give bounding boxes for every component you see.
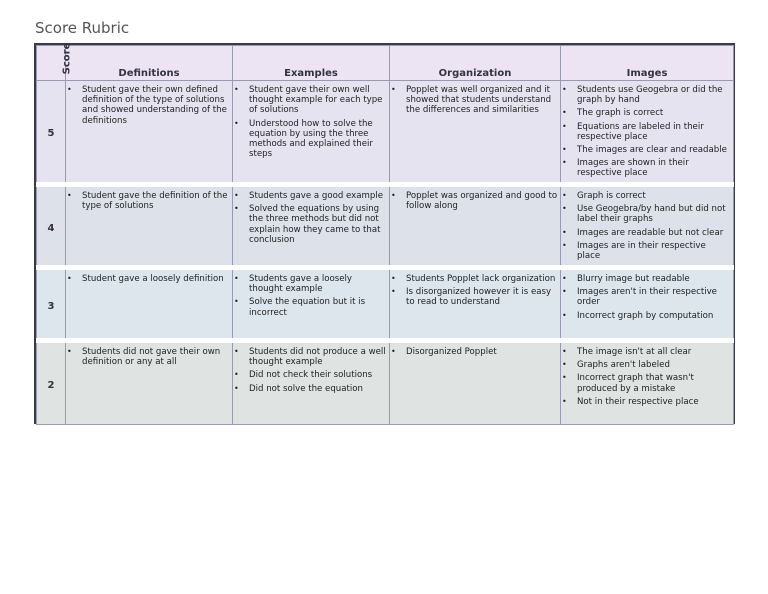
organization-list bbox=[390, 274, 560, 308]
list-item: • Images are shown in their respective place bbox=[561, 158, 733, 178]
examples-cell bbox=[233, 81, 390, 185]
list-item: • Is disorganized however it is easy to read to understand bbox=[390, 287, 560, 307]
organization-cell bbox=[390, 81, 561, 185]
images-cell bbox=[561, 81, 734, 185]
list-item: • Did not check their solutions bbox=[233, 370, 389, 380]
header-score-label: Score bbox=[61, 42, 73, 75]
header-score bbox=[37, 42, 73, 81]
table-row bbox=[37, 268, 734, 341]
score-cell: 3 bbox=[37, 268, 66, 341]
table-row bbox=[37, 81, 734, 185]
definitions-cell bbox=[66, 268, 233, 341]
organization-list bbox=[390, 191, 560, 211]
list-item: • Images aren't in their respective order bbox=[561, 287, 733, 307]
images-list bbox=[561, 191, 733, 261]
score-cell: 5 bbox=[37, 81, 66, 185]
list-item: • Graph is correct bbox=[561, 191, 733, 201]
list-item: • Students Popplet lack organization bbox=[390, 274, 560, 284]
organization-list bbox=[390, 85, 560, 116]
examples-cell bbox=[233, 341, 390, 425]
header-organization: Organization bbox=[390, 46, 561, 81]
examples-list bbox=[233, 347, 389, 394]
images-list bbox=[561, 274, 733, 321]
header-definitions: Definitions bbox=[66, 46, 233, 81]
list-item: • Student gave a loosely definition bbox=[66, 274, 232, 284]
score-cell: 4 bbox=[37, 185, 66, 268]
list-item: • Graphs aren't labeled bbox=[561, 360, 733, 370]
list-item: • Students did not produce a well thought example bbox=[233, 347, 389, 367]
list-item: • Images are in their respective place bbox=[561, 241, 733, 261]
images-cell bbox=[561, 341, 734, 425]
list-item: • The graph is correct bbox=[561, 108, 733, 118]
definitions-cell bbox=[66, 341, 233, 425]
header-images: Images bbox=[561, 46, 734, 81]
definitions-list bbox=[66, 274, 232, 284]
images-cell bbox=[561, 268, 734, 341]
list-item: • Student gave their own well thought example for each type of solutions bbox=[233, 85, 389, 116]
table-row bbox=[37, 185, 734, 268]
definitions-cell bbox=[66, 185, 233, 268]
definitions-list bbox=[66, 347, 232, 367]
examples-cell bbox=[233, 268, 390, 341]
organization-list bbox=[390, 347, 560, 357]
list-item: • Students use Geogebra or did the graph by hand bbox=[561, 85, 733, 105]
list-item: • Images are readable but not clear bbox=[561, 228, 733, 238]
list-item: • Students gave a good example bbox=[233, 191, 389, 201]
list-item: • Student gave the definition of the type of solutions bbox=[66, 191, 232, 211]
definitions-list bbox=[66, 191, 232, 211]
list-item: • Equations are labeled in their respective place bbox=[561, 122, 733, 142]
list-item: • Incorrect graph that wasn't produced by a mistake bbox=[561, 373, 733, 393]
table-row bbox=[37, 341, 734, 425]
header-examples: Examples bbox=[233, 46, 390, 81]
organization-cell bbox=[390, 341, 561, 425]
list-item: • Student gave their own defined definition of the type of solutions and showed understanding of the definitions bbox=[66, 85, 232, 126]
examples-list bbox=[233, 274, 389, 318]
page-title: Score Rubric bbox=[35, 19, 130, 37]
images-list bbox=[561, 85, 733, 179]
examples-list bbox=[233, 191, 389, 245]
list-item: • Incorrect graph by computation bbox=[561, 311, 733, 321]
list-item: • Blurry image but readable bbox=[561, 274, 733, 284]
list-item: • Not in their respective place bbox=[561, 397, 733, 407]
organization-cell bbox=[390, 268, 561, 341]
list-item: • Did not solve the equation bbox=[233, 384, 389, 394]
examples-list bbox=[233, 85, 389, 159]
images-list bbox=[561, 347, 733, 407]
examples-cell bbox=[233, 185, 390, 268]
definitions-cell bbox=[66, 81, 233, 185]
list-item: • Students did not gave their own definition or any at all bbox=[66, 347, 232, 367]
list-item: • Solve the equation but it is incorrect bbox=[233, 297, 389, 317]
definitions-list bbox=[66, 85, 232, 126]
list-item: • Understood how to solve the equation by using the three methods and explained their steps bbox=[233, 119, 389, 160]
list-item: • Popplet was well organized and it showed that students understand the differences and similarities bbox=[390, 85, 560, 116]
rubric-table bbox=[34, 43, 735, 424]
organization-cell bbox=[390, 185, 561, 268]
list-item: • Popplet was organized and good to follow along bbox=[390, 191, 560, 211]
list-item: • Use Geogebra/by hand but did not label their graphs bbox=[561, 204, 733, 224]
list-item: • Disorganized Popplet bbox=[390, 347, 560, 357]
images-cell bbox=[561, 185, 734, 268]
list-item: • Students gave a loosely thought example bbox=[233, 274, 389, 294]
score-cell: 2 bbox=[37, 341, 66, 425]
list-item: • The image isn't at all clear bbox=[561, 347, 733, 357]
list-item: • The images are clear and readable bbox=[561, 145, 733, 155]
list-item: • Solved the equations by using the three methods but did not explain how they came to that conclusion bbox=[233, 204, 389, 245]
